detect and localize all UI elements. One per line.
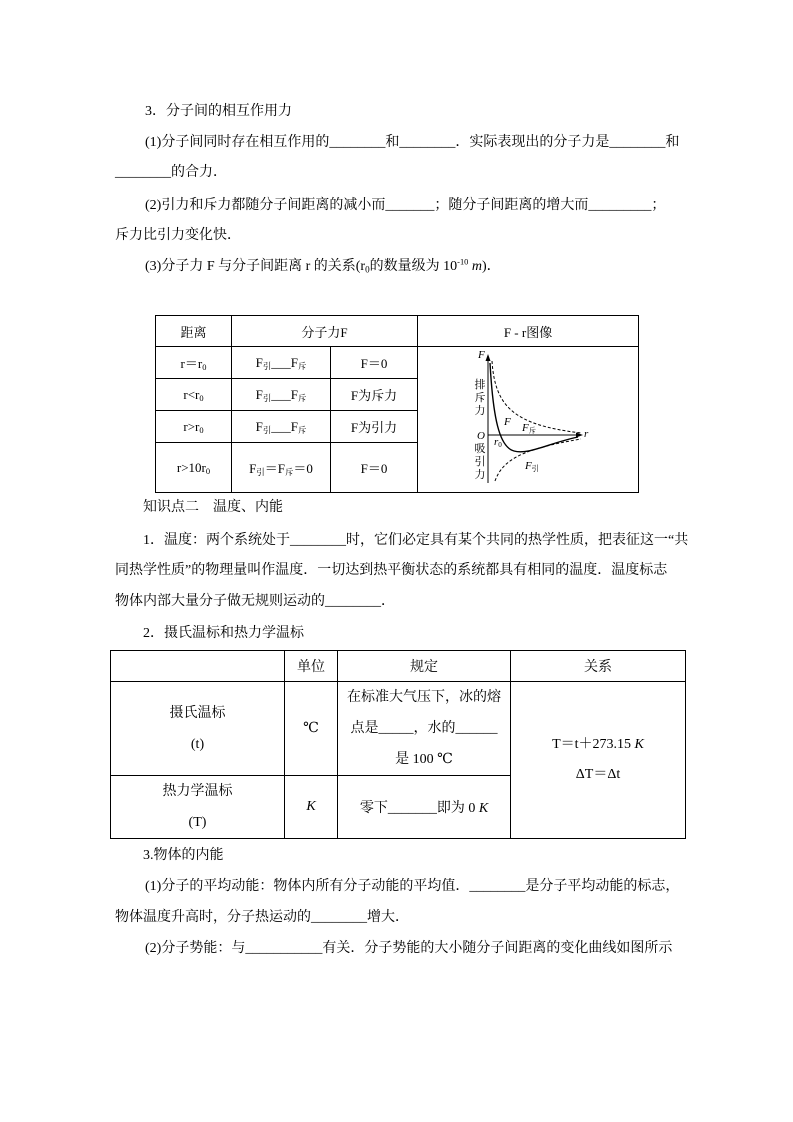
text-run: 的数量级为 10 — [369, 259, 458, 274]
celsius-rule-cell — [338, 682, 511, 776]
origin-label: O — [477, 430, 485, 442]
celsius-rule-line: 是 100 ℃ — [395, 752, 453, 767]
subscript: 斥 — [297, 424, 307, 435]
celsius-scale-name: 摄氏温标 — [169, 705, 226, 721]
item2-line2: 斥力比引力变化快． — [115, 228, 241, 243]
kelvin-scale-name: 热力学温标 — [162, 784, 233, 799]
celsius-scale-name-cell — [111, 682, 285, 776]
force-relation-cell — [232, 443, 331, 493]
text-run: (3)分子力 F 与分子间距离 r 的关系(r — [145, 259, 366, 274]
italic-symbol: F — [522, 422, 529, 434]
subscript: 引 — [256, 467, 265, 478]
knowledge-point-heading: 知识点二 温度、内能 — [143, 500, 283, 515]
f-r-graph — [418, 347, 636, 491]
header-f-r-graph: F - r图像 — [418, 316, 639, 347]
net-force-curve-label: F — [504, 416, 511, 428]
item2-line1: (2)引力和斥力都随分子间距离的减小而_______；随分子间距离的增大而_________； — [145, 198, 666, 213]
header-unit: 单位 — [285, 651, 338, 682]
net-force-cell — [331, 347, 418, 379]
subscript: 斥 — [284, 467, 294, 478]
header-distance: 距离 — [156, 316, 232, 347]
italic-symbol: F — [525, 460, 532, 472]
temperature-line3: 物体内部大量分子做无规则运动的________． — [115, 594, 395, 609]
attractive-region-label: 吸引力 — [474, 443, 486, 481]
kinetic-energy-line2: 物体温度升高时，分子热运动的________增大． — [115, 910, 409, 925]
celsius-rule-line: 在标准大气压下，冰的熔 — [347, 690, 501, 705]
header-relation: 关系 — [511, 651, 686, 682]
r0-label — [494, 436, 502, 448]
subscript: 斥 — [528, 426, 536, 435]
kelvin-scale-name-cell — [111, 776, 285, 839]
text-run: ___ — [271, 418, 291, 434]
header-molecular-force: 分子力F — [232, 316, 418, 347]
kelvin-scale-symbol: (T) — [188, 815, 207, 830]
kinetic-energy-line1: (1)分子的平均动能：物体内所有分子动能的平均值．________是分子平均动能的标志， — [145, 879, 680, 894]
text-run: F — [255, 418, 263, 434]
superscript: -10 — [457, 257, 469, 267]
italic-symbol: K — [634, 737, 644, 752]
text-run: T＝t＋273.15 — [552, 737, 635, 752]
force-relation-cell — [232, 411, 331, 443]
header-blank-cell — [111, 651, 285, 682]
text-run: F — [249, 461, 257, 476]
text-run: F — [290, 386, 298, 402]
temperature-line2: 同热学性质”的物理量叫作温度．一切达到热平衡状态的系统都具有相同的温度．温度标志 — [115, 563, 668, 578]
subscript: 斥 — [297, 392, 307, 403]
repulsive-curve-label — [522, 422, 536, 434]
force-relation-cell — [232, 379, 331, 411]
item3-line — [145, 257, 501, 277]
italic-symbol: r — [494, 436, 499, 448]
attractive-curve-label — [525, 460, 539, 472]
text-run: F — [290, 354, 298, 370]
text-run: r>r — [183, 418, 200, 434]
item1-line1: (1)分子间同时存在相互作用的________和________．实际表现出的分子力是________和 — [145, 135, 680, 150]
celsius-scale-symbol: (t) — [190, 736, 205, 752]
subscript: 0 — [202, 362, 207, 373]
subscript: 斥 — [297, 360, 307, 371]
subscript: 引 — [262, 424, 272, 435]
text-run: ___ — [271, 386, 291, 402]
subscript: 引 — [262, 360, 272, 371]
net-force-cell — [331, 379, 418, 411]
text-run: r<r — [183, 386, 200, 402]
relation-difference-formula: ΔT＝Δt — [575, 767, 621, 782]
relation-cell — [511, 682, 686, 839]
temperature-line1: 1．温度：两个系统处于________时，它们必定具有某个共同的热学性质，把表征这一“共 — [143, 533, 689, 548]
potential-energy-line1: (2)分子势能：与___________有关．分子势能的大小随分子间距离的变化曲线如图所示 — [145, 941, 673, 956]
distance-cell — [156, 443, 232, 493]
text-run: F＝0 — [360, 356, 388, 371]
subscript: 0 — [498, 440, 502, 449]
repulsive-region-label: 排斥力 — [474, 379, 486, 417]
celsius-rule-line: 点是_____，水的______ — [350, 721, 498, 736]
kelvin-rule-cell — [338, 776, 511, 839]
header-rule: 规定 — [338, 651, 511, 682]
distance-cell — [156, 379, 232, 411]
f-axis-label: F — [478, 349, 485, 361]
relation-formula — [511, 730, 685, 760]
text-run: F为斥力 — [350, 388, 398, 403]
text-run: ＝F — [264, 461, 285, 476]
temperature-scales-table — [110, 650, 686, 839]
f-axis-arrow — [486, 354, 491, 361]
r-axis-label: r — [584, 428, 589, 440]
temperature-scales-heading: 2．摄氏温标和热力学温标 — [143, 626, 304, 641]
distance-cell — [156, 347, 232, 379]
italic-symbol: m — [471, 259, 482, 274]
text-run: F — [290, 418, 298, 434]
subscript: 0 — [205, 465, 211, 476]
text-run: r>10r — [176, 459, 206, 475]
text-run: F — [255, 386, 263, 402]
text-run: F为引力 — [350, 420, 398, 435]
text-run: F＝0 — [360, 461, 388, 476]
internal-energy-heading: 3.物体的内能 — [143, 848, 224, 863]
text-run: ＝0 — [293, 461, 313, 476]
text-run: )． — [481, 259, 501, 274]
force-relation-cell — [232, 347, 331, 379]
item1-line2: ________的合力． — [115, 165, 227, 180]
net-force-curve — [490, 363, 578, 452]
subscript: 0 — [199, 392, 204, 403]
kelvin-unit-cell: K — [285, 776, 338, 839]
distance-cell — [156, 411, 232, 443]
text-run: r＝r — [180, 356, 203, 371]
subscript: 0 — [199, 424, 204, 435]
subscript: 引 — [531, 464, 539, 473]
net-force-cell — [331, 443, 418, 493]
text-run: F — [255, 354, 263, 370]
subscript: 0 — [365, 264, 370, 275]
celsius-unit-cell: ℃ — [285, 682, 338, 776]
net-force-cell — [331, 411, 418, 443]
subscript: 引 — [262, 392, 272, 403]
italic-symbol: K — [478, 801, 489, 816]
text-run: ___ — [271, 354, 291, 370]
text-run: 零下_______即为 0 — [359, 801, 479, 816]
section-heading-intermolecular-force: 3．分子间的相互作用力 — [145, 104, 292, 119]
